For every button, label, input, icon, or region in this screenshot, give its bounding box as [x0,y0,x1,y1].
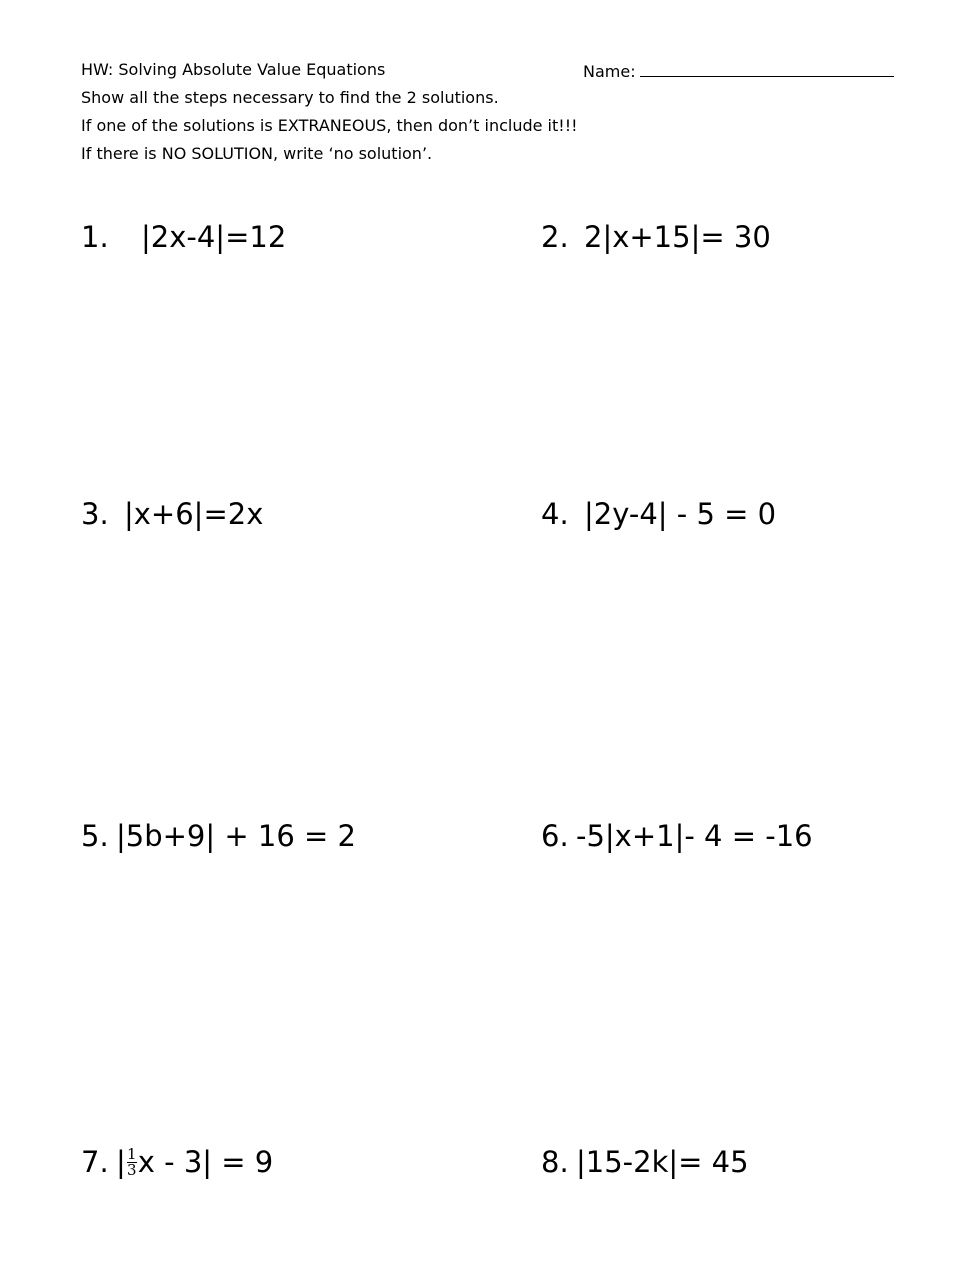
problem-3 [81,496,263,532]
worksheet-title: HW: Solving Absolute Value Equations [81,60,386,79]
instruction-1: Show all the steps necessary to find the 2 solutions. [81,88,499,107]
problem-number: 6. [541,819,569,853]
problem-8 [541,1144,749,1180]
problem-number: 3. [81,497,109,531]
name-line[interactable] [640,60,894,77]
name-label: Name: [583,62,636,81]
problem-equation: |2x-4|=12 [141,220,287,254]
equation-prefix: | [116,1145,126,1179]
problem-equation: |15-2k|= 45 [576,1145,749,1179]
problem-6 [541,818,813,854]
problem-1 [81,219,286,255]
problem-number: 7. [81,1145,109,1179]
problem-number: 5. [81,819,109,853]
problem-equation: |5b+9| + 16 = 2 [116,819,356,853]
problem-number: 1. [81,220,109,254]
instruction-2: If one of the solutions is EXTRANEOUS, then don’t include it!!! [81,116,578,135]
problem-5 [81,818,356,854]
instruction-3: If there is NO SOLUTION, write ‘no solution’. [81,144,433,163]
problem-number: 8. [541,1145,569,1179]
problem-number: 4. [541,497,569,531]
fraction-denominator: 3 [127,1160,137,1179]
problem-number: 2. [541,220,569,254]
problem-equation: |2y-4| - 5 = 0 [584,497,777,531]
problem-4 [541,496,776,532]
name-field[interactable] [583,60,894,82]
problem-equation: |x+6|=2x [124,497,264,531]
problem-7 [81,1144,273,1180]
problem-equation: -5|x+1|- 4 = -16 [576,819,813,853]
equation-suffix: x - 3| = 9 [137,1145,274,1179]
fraction-numerator: 1 [127,1144,137,1163]
fraction-one-third [127,1144,137,1179]
problem-equation: 2|x+15|= 30 [584,220,771,254]
problem-2 [541,219,771,255]
